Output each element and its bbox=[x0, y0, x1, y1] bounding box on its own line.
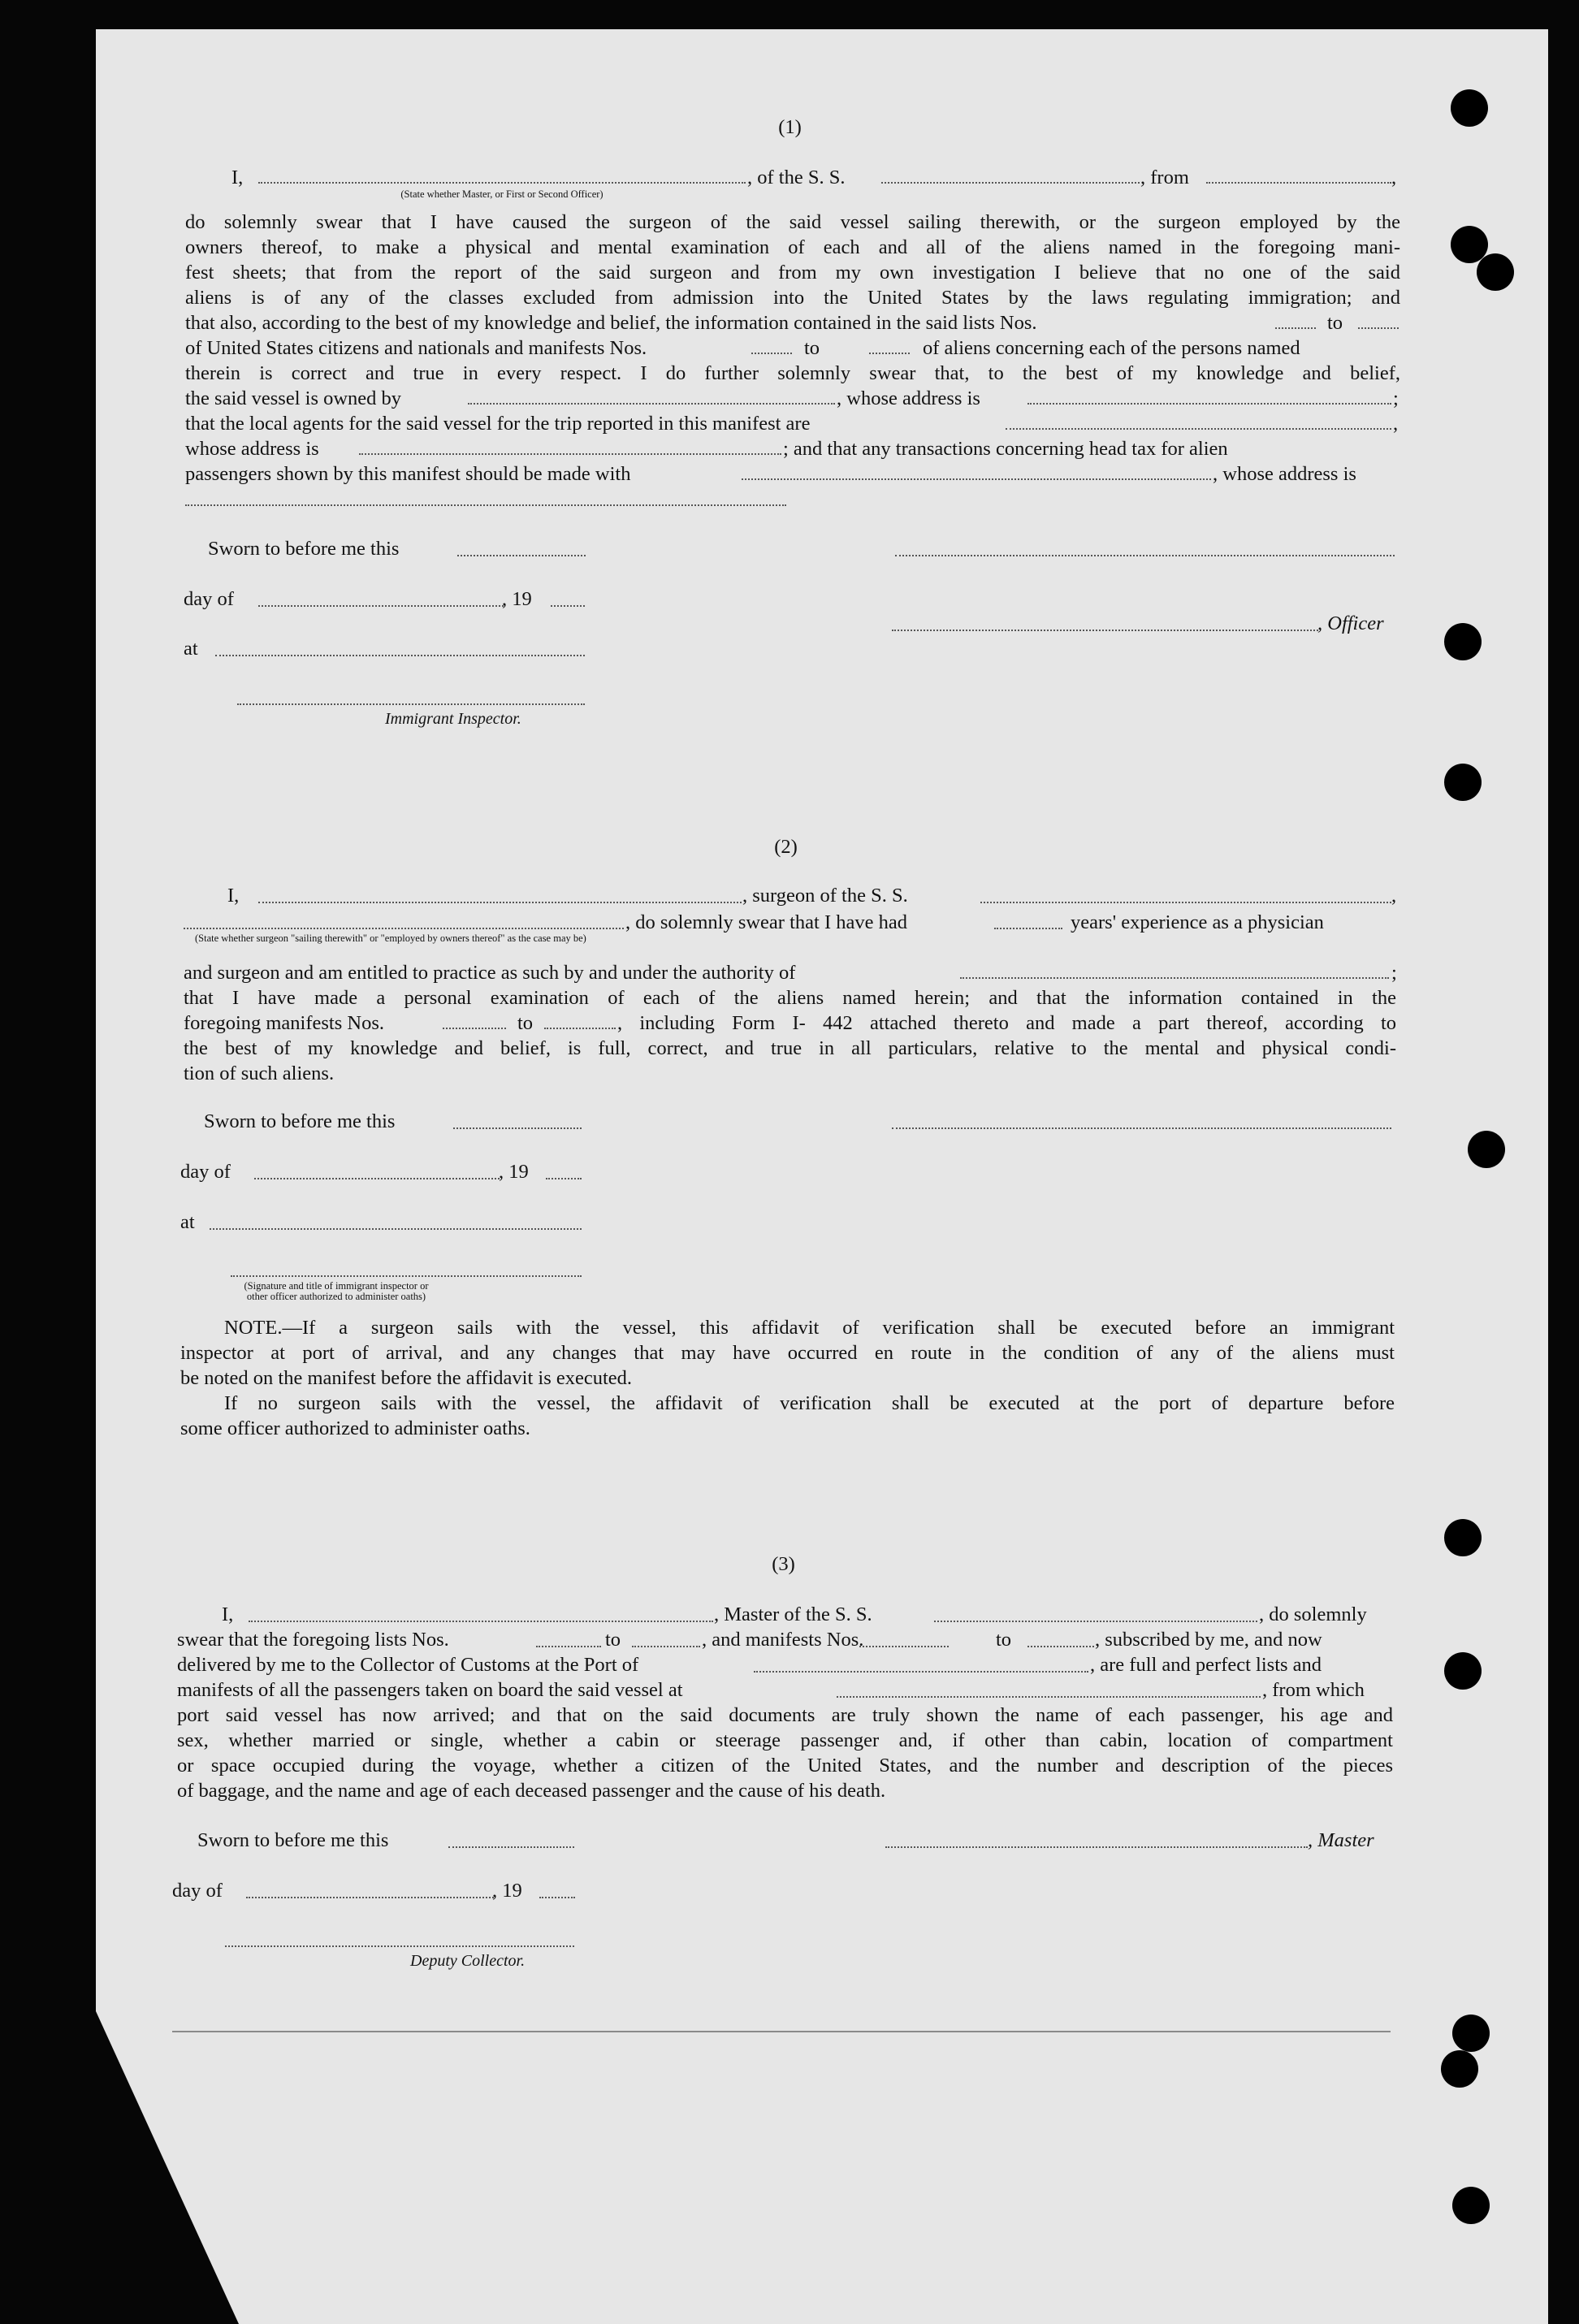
s1-semicolon: ; bbox=[1393, 387, 1399, 409]
binder-hole bbox=[1444, 764, 1482, 801]
s1-at: at bbox=[184, 638, 198, 660]
s3-lists-to: to bbox=[605, 1629, 621, 1651]
s3-sworn: Sworn to before me this bbox=[197, 1829, 389, 1851]
s2-vessel-field[interactable] bbox=[980, 902, 1391, 903]
s1-para-line: fest sheets; that from the report of the said surgeon and from my own investigation I believe that no one of the said bbox=[185, 262, 1400, 283]
s2-para-line: the best of my knowledge and belief, is full, correct, and true in all particulars, relative to the mental and physical condi- bbox=[184, 1037, 1396, 1059]
s1-owned-by: the said vessel is owned by bbox=[185, 387, 402, 409]
s1-inspector-label: Immigrant Inspector. bbox=[385, 710, 521, 728]
s3-master-signature-field[interactable] bbox=[885, 1846, 1308, 1848]
s3-embark-port-field[interactable] bbox=[837, 1696, 1261, 1698]
s2-manifests-to-field[interactable] bbox=[544, 1028, 616, 1029]
binder-hole bbox=[1444, 1652, 1482, 1690]
s3-subscribed-text: , subscribed by me, and now bbox=[1095, 1629, 1322, 1651]
s2-status-field[interactable] bbox=[184, 928, 624, 929]
binder-hole bbox=[1444, 1519, 1482, 1556]
s2-form-text: , including Form I- 442 attached thereto and made a part thereof, according to bbox=[617, 1012, 1396, 1034]
s2-status-note: (State whether surgeon "sailing therewith" or "employed by owners thereof" as the case may be) bbox=[195, 933, 586, 944]
s1-para-line: therein is correct and true in every respect. I do further solemnly swear that, to the best of my knowledge and belief, bbox=[185, 362, 1400, 384]
s1-year: , 19 bbox=[502, 588, 532, 610]
s2-surgeon-of-ss: , surgeon of the S. S. bbox=[742, 885, 908, 907]
s3-master-of-ss: , Master of the S. S. bbox=[714, 1603, 872, 1625]
s3-manifests-to-field[interactable] bbox=[1027, 1646, 1094, 1647]
s1-passengers-text: passengers shown by this manifest should be made with bbox=[185, 463, 631, 485]
s1-officer-signature-field[interactable] bbox=[895, 555, 1395, 556]
s1-place-field[interactable] bbox=[215, 655, 585, 656]
s2-para-line: tion of such aliens. bbox=[184, 1062, 335, 1084]
s2-note-line: If no surgeon sails with the vessel, the affidavit of verification shall be executed at the port of departure before bbox=[224, 1392, 1395, 1414]
s3-para-line: or space occupied during the voyage, whether a citizen of the United States, and the number and description of the pieces bbox=[177, 1755, 1393, 1777]
s1-inspector-signature-field[interactable] bbox=[237, 703, 585, 705]
s2-sig-note-2: other officer authorized to administer oaths) bbox=[246, 1291, 426, 1302]
s2-swear-text: , do solemnly swear that I have had bbox=[625, 911, 907, 933]
s1-owner-address-label: , whose address is bbox=[837, 387, 980, 409]
s3-master-name-field[interactable] bbox=[249, 1621, 713, 1622]
s3-perfect-text: , are full and perfect lists and bbox=[1090, 1654, 1322, 1676]
s2-manifests-text: foregoing manifests Nos. bbox=[184, 1012, 384, 1034]
s1-month-field[interactable] bbox=[258, 605, 504, 607]
s3-para-line: of baggage, and the name and age of each deceased passenger and the cause of his death. bbox=[177, 1780, 886, 1802]
s1-rank-field[interactable] bbox=[258, 182, 746, 184]
s2-sworn-day-field[interactable] bbox=[453, 1127, 582, 1129]
s1-comma: , bbox=[1393, 413, 1399, 435]
s2-year-field[interactable] bbox=[546, 1178, 582, 1179]
s3-lists-to-field[interactable] bbox=[632, 1646, 700, 1647]
s2-semicolon: ; bbox=[1391, 962, 1397, 984]
s3-manifests-text: , and manifests Nos. bbox=[702, 1629, 864, 1651]
s1-lists-to: to bbox=[1327, 312, 1343, 334]
s1-para-line: do solemnly swear that I have caused the surgeon of the said vessel sailing therewith, or the surgeon employed by the bbox=[185, 211, 1400, 233]
s2-note-line: some officer authorized to administer oaths. bbox=[180, 1417, 530, 1439]
s2-note-line: be noted on the manifest before the affidavit is executed. bbox=[180, 1367, 633, 1389]
s3-solemnly: , do solemnly bbox=[1259, 1603, 1367, 1625]
binder-hole bbox=[1452, 2015, 1490, 2052]
section-3-number: (3) bbox=[772, 1553, 795, 1575]
s1-aliens-text: of aliens concerning each of the persons named bbox=[923, 337, 1300, 359]
s1-year-field[interactable] bbox=[551, 605, 585, 607]
s3-year: , 19 bbox=[492, 1880, 522, 1902]
s1-headtax-agent-field[interactable] bbox=[742, 478, 1211, 480]
s1-of-ss: , of the S. S. bbox=[747, 167, 846, 188]
s3-month-field[interactable] bbox=[246, 1897, 494, 1898]
s2-note-line: inspector at port of arrival, and any changes that may have occurred en route in the condition of any of the aliens must bbox=[180, 1342, 1395, 1364]
s1-lists-from-field[interactable] bbox=[1275, 327, 1316, 329]
s1-sworn: Sworn to before me this bbox=[208, 538, 400, 560]
s1-day-of: day of bbox=[184, 588, 234, 610]
s2-official-signature-field[interactable] bbox=[231, 1275, 582, 1277]
s3-manifests-to: to bbox=[996, 1629, 1012, 1651]
s1-lists-to-field[interactable] bbox=[1358, 327, 1399, 329]
s3-lists-from-field[interactable] bbox=[536, 1646, 601, 1647]
section-1-number: (1) bbox=[778, 116, 802, 138]
s1-para-line: owners thereof, to make a physical and mental examination of each and all of the aliens named in the foregoing mani- bbox=[185, 236, 1400, 258]
s3-from-which: , from which bbox=[1262, 1679, 1365, 1701]
s1-sworn-day-field[interactable] bbox=[457, 555, 586, 556]
s3-sworn-day-field[interactable] bbox=[448, 1846, 574, 1848]
s3-deputy-label: Deputy Collector. bbox=[410, 1952, 526, 1970]
s2-month-field[interactable] bbox=[254, 1178, 500, 1179]
s1-agents-address-field[interactable] bbox=[359, 453, 781, 455]
s2-authority-field[interactable] bbox=[960, 977, 1389, 979]
binder-hole bbox=[1468, 1131, 1505, 1168]
s1-officer-label: , Officer bbox=[1317, 612, 1384, 634]
binder-hole bbox=[1451, 89, 1488, 127]
s2-at: at bbox=[180, 1211, 195, 1233]
s1-headtax-address-field[interactable] bbox=[185, 504, 786, 506]
s1-i: I, bbox=[231, 167, 244, 188]
s2-authority-text: and surgeon and am entitled to practice as such by and under the authority of bbox=[184, 962, 796, 984]
s2-manifests-from-field[interactable] bbox=[443, 1028, 506, 1029]
s1-owner-field[interactable] bbox=[468, 403, 835, 405]
s1-lists-text: that also, according to the best of my knowledge and belief, the information contained in the said lists Nos. bbox=[185, 312, 1037, 334]
s3-delivered-text: delivered by me to the Collector of Customs at the Port of bbox=[177, 1654, 639, 1676]
s1-officer-title-field[interactable] bbox=[892, 630, 1318, 631]
s1-from-field[interactable] bbox=[1206, 182, 1391, 184]
s2-years-field[interactable] bbox=[994, 928, 1062, 929]
s2-sig-note-1: (Signature and title of immigrant inspector or bbox=[244, 1280, 429, 1292]
s1-manifests-to: to bbox=[804, 337, 820, 359]
s1-agents-text: that the local agents for the said vessel for the trip reported in this manifest are bbox=[185, 413, 811, 435]
s3-para-line: sex, whether married or single, whether a cabin or steerage passenger and, if other than cabin, location of compartment bbox=[177, 1729, 1393, 1751]
binder-hole bbox=[1441, 2050, 1478, 2088]
s1-comma: , bbox=[1391, 167, 1397, 188]
s3-port-field[interactable] bbox=[754, 1671, 1088, 1673]
s2-surgeon-signature-field[interactable] bbox=[892, 1127, 1391, 1129]
s1-agents-field[interactable] bbox=[1006, 428, 1391, 430]
s3-manifests-from-field[interactable] bbox=[859, 1646, 949, 1647]
s2-sworn: Sworn to before me this bbox=[204, 1110, 396, 1132]
s3-day-of: day of bbox=[172, 1880, 223, 1902]
s3-year-field[interactable] bbox=[539, 1897, 575, 1898]
s1-headtax-text: ; and that any transactions concerning head tax for alien bbox=[783, 438, 1228, 460]
s3-vessel-field[interactable] bbox=[934, 1621, 1257, 1622]
s1-vessel-field[interactable] bbox=[881, 182, 1140, 184]
section-2-number: (2) bbox=[774, 836, 798, 858]
s2-experience-text: years' experience as a physician bbox=[1071, 911, 1324, 933]
s1-manifests-from-field[interactable] bbox=[751, 353, 792, 354]
s3-taken-text: manifests of all the passengers taken on board the said vessel at bbox=[177, 1679, 683, 1701]
bottom-rule bbox=[172, 2031, 1391, 2032]
s2-place-field[interactable] bbox=[210, 1228, 582, 1230]
s3-master-label: , Master bbox=[1308, 1829, 1374, 1851]
s3-lists-text: swear that the foregoing lists Nos. bbox=[177, 1629, 449, 1651]
s1-manifests-to-field[interactable] bbox=[869, 353, 910, 354]
binder-hole bbox=[1477, 253, 1514, 291]
s1-whose-address: whose address is bbox=[185, 438, 319, 460]
binder-hole bbox=[1444, 623, 1482, 660]
s2-i: I, bbox=[227, 885, 240, 907]
s2-para-line: that I have made a personal examination of each of the aliens named herein; and that the information contained in the bbox=[184, 987, 1396, 1009]
s3-i: I, bbox=[222, 1603, 234, 1625]
s2-surgeon-name-field[interactable] bbox=[258, 902, 742, 903]
s1-para-line: aliens is of any of the classes excluded from admission into the United States by the laws regulating immigration; and bbox=[185, 287, 1400, 309]
s3-collector-signature-field[interactable] bbox=[225, 1945, 574, 1947]
s2-year: , 19 bbox=[499, 1161, 529, 1183]
binder-hole bbox=[1452, 2187, 1490, 2224]
s1-from: , from bbox=[1140, 167, 1189, 188]
s1-rank-note: (State whether Master, or First or Second Officer) bbox=[400, 188, 603, 200]
s2-note-line: NOTE.—If a surgeon sails with the vessel, this affidavit of verification shall be executed before an immigrant bbox=[224, 1317, 1395, 1339]
s1-headtax-address-label: , whose address is bbox=[1213, 463, 1356, 485]
s2-day-of: day of bbox=[180, 1161, 231, 1183]
s3-para-line: port said vessel has now arrived; and that on the said documents are truly shown the name of each passenger, his age and bbox=[177, 1704, 1393, 1726]
s2-manifests-to: to bbox=[517, 1012, 534, 1034]
s1-owner-address-field[interactable] bbox=[1027, 403, 1391, 405]
s1-manifests-text: of United States citizens and nationals and manifests Nos. bbox=[185, 337, 647, 359]
s2-comma: , bbox=[1391, 885, 1397, 907]
